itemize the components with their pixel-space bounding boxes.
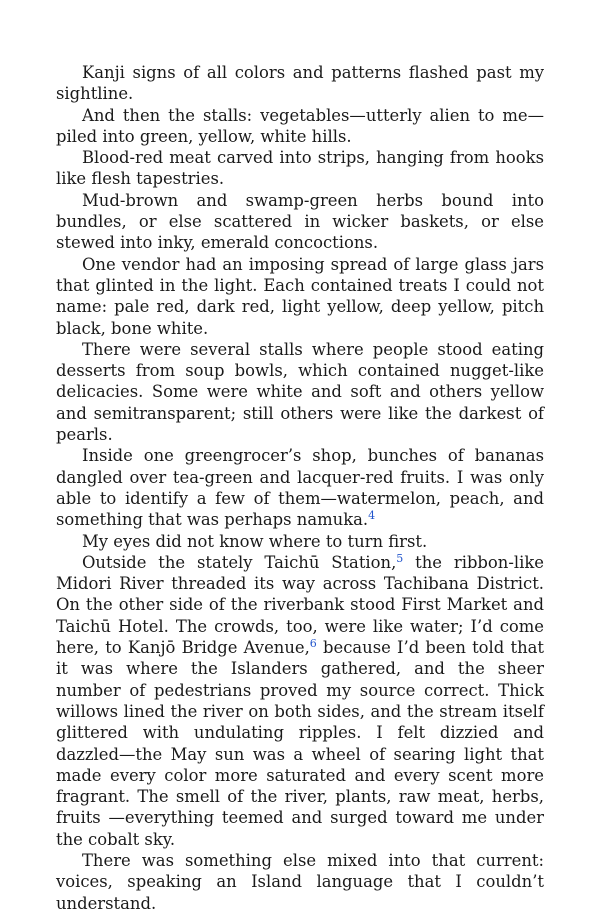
paragraph-1 <box>56 62 544 105</box>
paragraph-8 <box>56 531 544 552</box>
paragraph-text: Inside one greengrocer’s shop, bunches of bananas dangled over tea-green and lacquer-red fruits. I was only able to identify a few of them—watermelon, peach, and something that was perhaps namuka. <box>56 446 544 530</box>
paragraph-text: There was something else mixed into that current: voices, speaking an Island language that I couldn’t understand. <box>56 850 544 913</box>
paragraph-2 <box>56 105 544 148</box>
paragraph-text: My eyes did not know where to turn first. <box>82 531 428 551</box>
paragraph-9 <box>56 552 544 850</box>
paragraph-text: because I’d been told that it was where the Islanders gathered, and the sheer number of pedestrians proved my source correct. Thick willows lined the river on both sides, and the stream itself glittered with undulating ripples. I felt dizzied and dazzled—the May sun was a wheel of searing light that made every color more saturated and every scent more fragrant. The smell of the river, plants, raw meat, herbs, fruits —everything teemed and surged toward me under the cobalt sky. <box>56 638 544 849</box>
paragraph-text: the ribbon-like Midori River threaded its way across Tachibana District. On the other side of the riverbank stood First Market and Taichū Hotel. The crowds, too, were like water; I’d come here, to Kanjō Bridge Avenue, <box>56 552 545 658</box>
paragraph-text: There were several stalls where people stood eating desserts from soup bowls, which contained nugget-like delicacies. Some were white and soft and others yellow and semitransparent; still others were like the darkest of pearls. <box>56 339 544 445</box>
paragraph-5 <box>56 254 544 339</box>
paragraph-3 <box>56 147 544 190</box>
paragraph-text: And then the stalls: vegetables—utterly alien to me—piled into green, yellow, white hills. <box>56 105 544 146</box>
footnote-link-4[interactable]: 4 <box>368 509 376 523</box>
paragraph-text: One vendor had an imposing spread of large glass jars that glinted in the light. Each contained treats I could not name: pale red, dark red, light yellow, deep yellow, pitch black, bone white. <box>56 254 544 338</box>
footnote-link-6[interactable]: 6 <box>309 637 317 651</box>
footnote-link-5[interactable]: 5 <box>396 551 404 565</box>
paragraph-text: Mud-brown and swamp-green herbs bound into bundles, or else scattered in wicker baskets, or else stewed into inky, emerald concoctions. <box>56 190 544 253</box>
paragraph-text: Kanji signs of all colors and patterns flashed past my sightline. <box>56 63 544 104</box>
paragraph-7 <box>56 445 544 530</box>
paragraph-6 <box>56 339 544 445</box>
paragraph-text: Blood-red meat carved into strips, hanging from hooks like flesh tapestries. <box>56 148 544 189</box>
paragraph-4 <box>56 190 544 254</box>
page-body <box>56 62 544 914</box>
paragraph-text: Outside the stately Taichū Station, <box>82 552 397 572</box>
paragraph-10 <box>56 850 544 914</box>
